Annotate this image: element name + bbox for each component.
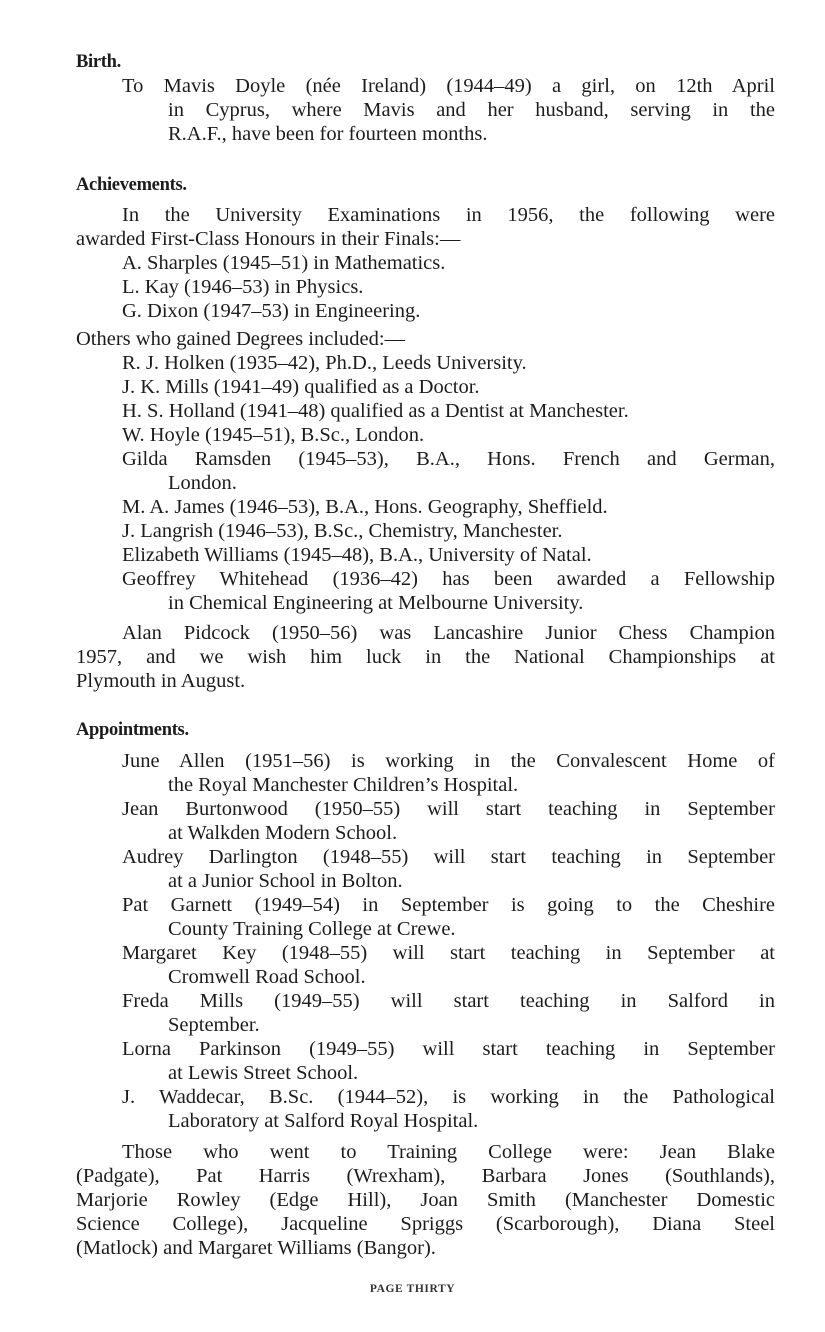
achievements-intro-line: In the University Examinations in 1956, the following were: [122, 204, 775, 226]
degree-item-continuation: London.: [168, 472, 237, 494]
section-heading-birth: Birth.: [76, 52, 121, 72]
training-text-line: Those who went to Training College were: Jean Blake: [122, 1141, 775, 1163]
appointment-item-continuation: at Walkden Modern School.: [168, 822, 398, 844]
page-number-label: PAGE THIRTY: [369, 1283, 456, 1295]
degree-item-continuation: in Chemical Engineering at Melbourne University.: [168, 592, 584, 614]
achievements-intro-line: awarded First-Class Honours in their Finals:—: [76, 228, 461, 250]
degree-item: Elizabeth Williams (1945–48), B.A., University of Natal.: [122, 544, 592, 566]
appointment-item-continuation: September.: [168, 1014, 260, 1036]
degree-item: Geoffrey Whitehead (1936–42) has been awarded a Fellowship: [122, 568, 775, 590]
birth-text-line: in Cyprus, where Mavis and her husband, serving in the: [168, 99, 775, 121]
appointment-item: J. Waddecar, B.Sc. (1944–52), is working in the Pathological: [122, 1086, 775, 1108]
degree-item: J. K. Mills (1941–49) qualified as a Doctor.: [122, 376, 480, 398]
appointment-item: Pat Garnett (1949–54) in September is going to the Cheshire: [122, 894, 775, 916]
training-text-line: Marjorie Rowley (Edge Hill), Joan Smith (Manchester Domestic: [76, 1189, 775, 1211]
appointment-item: Lorna Parkinson (1949–55) will start teaching in September: [122, 1038, 775, 1060]
chess-text-line: 1957, and we wish him luck in the National Championships at: [76, 646, 775, 668]
chess-text-line: Plymouth in August.: [76, 670, 246, 692]
appointment-item: Audrey Darlington (1948–55) will start teaching in September: [122, 846, 775, 868]
birth-text-line: R.A.F., have been for fourteen months.: [168, 123, 488, 145]
others-intro: Others who gained Degrees included:—: [76, 328, 406, 350]
degree-item: M. A. James (1946–53), B.A., Hons. Geography, Sheffield.: [122, 496, 608, 518]
chess-text-line: Alan Pidcock (1950–56) was Lancashire Junior Chess Champion: [122, 622, 775, 644]
degree-item: J. Langrish (1946–53), B.Sc., Chemistry, Manchester.: [122, 520, 563, 542]
appointment-item-continuation: at Lewis Street School.: [168, 1062, 359, 1084]
degree-item: Gilda Ramsden (1945–53), B.A., Hons. French and German,: [122, 448, 775, 470]
honours-item: A. Sharples (1945–51) in Mathematics.: [122, 252, 446, 274]
degree-item: R. J. Holken (1935–42), Ph.D., Leeds University.: [122, 352, 527, 374]
appointment-item: Margaret Key (1948–55) will start teaching in September at: [122, 942, 775, 964]
appointment-item: Freda Mills (1949–55) will start teaching in Salford in: [122, 990, 775, 1012]
appointment-item: Jean Burtonwood (1950–55) will start teaching in September: [122, 798, 775, 820]
training-text-line: (Matlock) and Margaret Williams (Bangor).: [76, 1237, 436, 1259]
degree-item: W. Hoyle (1945–51), B.Sc., London.: [122, 424, 425, 446]
birth-text-line: To Mavis Doyle (née Ireland) (1944–49) a girl, on 12th April: [122, 75, 775, 97]
appointment-item-continuation: at a Junior School in Bolton.: [168, 870, 403, 892]
training-text-line: (Padgate), Pat Harris (Wrexham), Barbara Jones (Southlands),: [76, 1165, 775, 1187]
appointment-item-continuation: County Training College at Crewe.: [168, 918, 456, 940]
honours-item: G. Dixon (1947–53) in Engineering.: [122, 300, 421, 322]
appointment-item-continuation: Laboratory at Salford Royal Hospital.: [168, 1110, 479, 1132]
section-heading-achievements: Achievements.: [76, 175, 187, 195]
appointment-item-continuation: the Royal Manchester Children’s Hospital.: [168, 774, 519, 796]
honours-item: L. Kay (1946–53) in Physics.: [122, 276, 364, 298]
section-heading-appointments: Appointments.: [76, 720, 189, 740]
appointment-item: June Allen (1951–56) is working in the Convalescent Home of: [122, 750, 775, 772]
training-text-line: Science College), Jacqueline Spriggs (Scarborough), Diana Steel: [76, 1213, 775, 1235]
appointment-item-continuation: Cromwell Road School.: [168, 966, 366, 988]
degree-item: H. S. Holland (1941–48) qualified as a Dentist at Manchester.: [122, 400, 629, 422]
